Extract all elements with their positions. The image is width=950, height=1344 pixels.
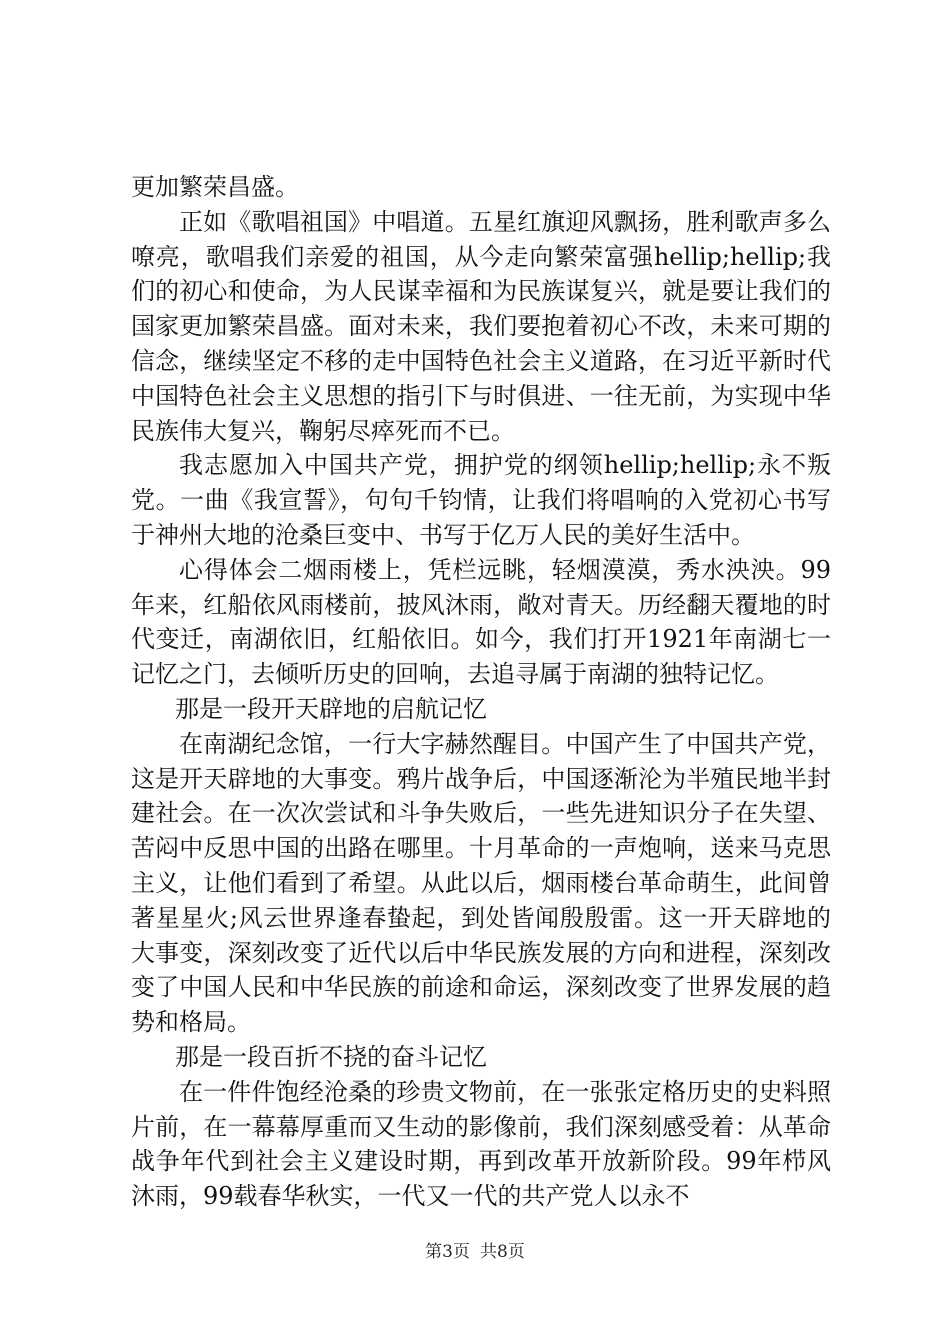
paragraph: 在一件件饱经沧桑的珍贵文物前，在一张张定格历史的史料照片前，在一幕幕厚重而又生动的影像前，我们深刻感受着：从革命战争年代到社会主义建设时期，再到改革开放新阶段。99年栉风沐雨，99载春华秋实，一代又一代的共产党人以永不 [131,1077,831,1211]
page-total: 共8页 [480,1242,525,1262]
paragraph: 在南湖纪念馆，一行大字赫然醒目。中国产生了中国共产党，这是开天辟地的大事变。鸦片战争后，中国逐渐沦为半殖民地半封建社会。在一次次尝试和斗争失败后，一些先进知识分子在失望、苦闷中反思中国的出路在哪里。十月革命的一声炮响，送来马克思主义，让他们看到了希望。从此以后，烟雨楼台革命萌生，此间曾著星星火;风云世界逢春蛰起，到处皆闻殷殷雷。这一开天辟地的大事变，深刻改变了近代以后中华民族发展的方向和进程，深刻改变了中国人民和中华民族的前途和命运，深刻改变了世界发展的趋势和格局。 [131,729,831,1037]
paragraph: 更加繁荣昌盛。 [131,173,299,201]
paragraph: 正如《歌唱祖国》中唱道。五星红旗迎风飘扬，胜利歌声多么嘹亮，歌唱我们亲爱的祖国，从今走向繁荣富强hellip;hellip;我们的初心和使命，为人民谋幸福和为民族谋复兴，就是要让我们的国家更加繁荣昌盛。面对未来，我们要抱着初心不改，未来可期的信念，继续坚定不移的走中国特色社会主义道路，在习近平新时代中国特色社会主义思想的指引下与时俱进、一往无前，为实现中华民族伟大复兴，鞠躬尽瘁死而不已。 [131,207,831,445]
section-heading: 那是一段百折不挠的奋斗记忆 [175,1042,487,1071]
section-heading: 那是一段开天辟地的启航记忆 [175,694,487,723]
document-body [131,170,831,1214]
page-number: 第3页 [425,1242,470,1262]
paragraph: 我志愿加入中国共产党，拥护党的纲领hellip;hellip;永不叛党。一曲《我宣誓》，句句千钧情，让我们将唱响的入党初心书写于神州大地的沧桑巨变中、书写于亿万人民的美好生活中。 [131,451,831,549]
paragraph: 心得体会二烟雨楼上，凭栏远眺，轻烟漠漠，秀水泱泱。99年来，红船依风雨楼前，披风沐雨，敞对青天。历经翻天覆地的时代变迁，南湖依旧，红船依旧。如今，我们打开1921年南湖七一记忆之门，去倾听历史的回响，去追寻属于南湖的独特记忆。 [131,555,831,689]
page-footer [0,1241,950,1263]
